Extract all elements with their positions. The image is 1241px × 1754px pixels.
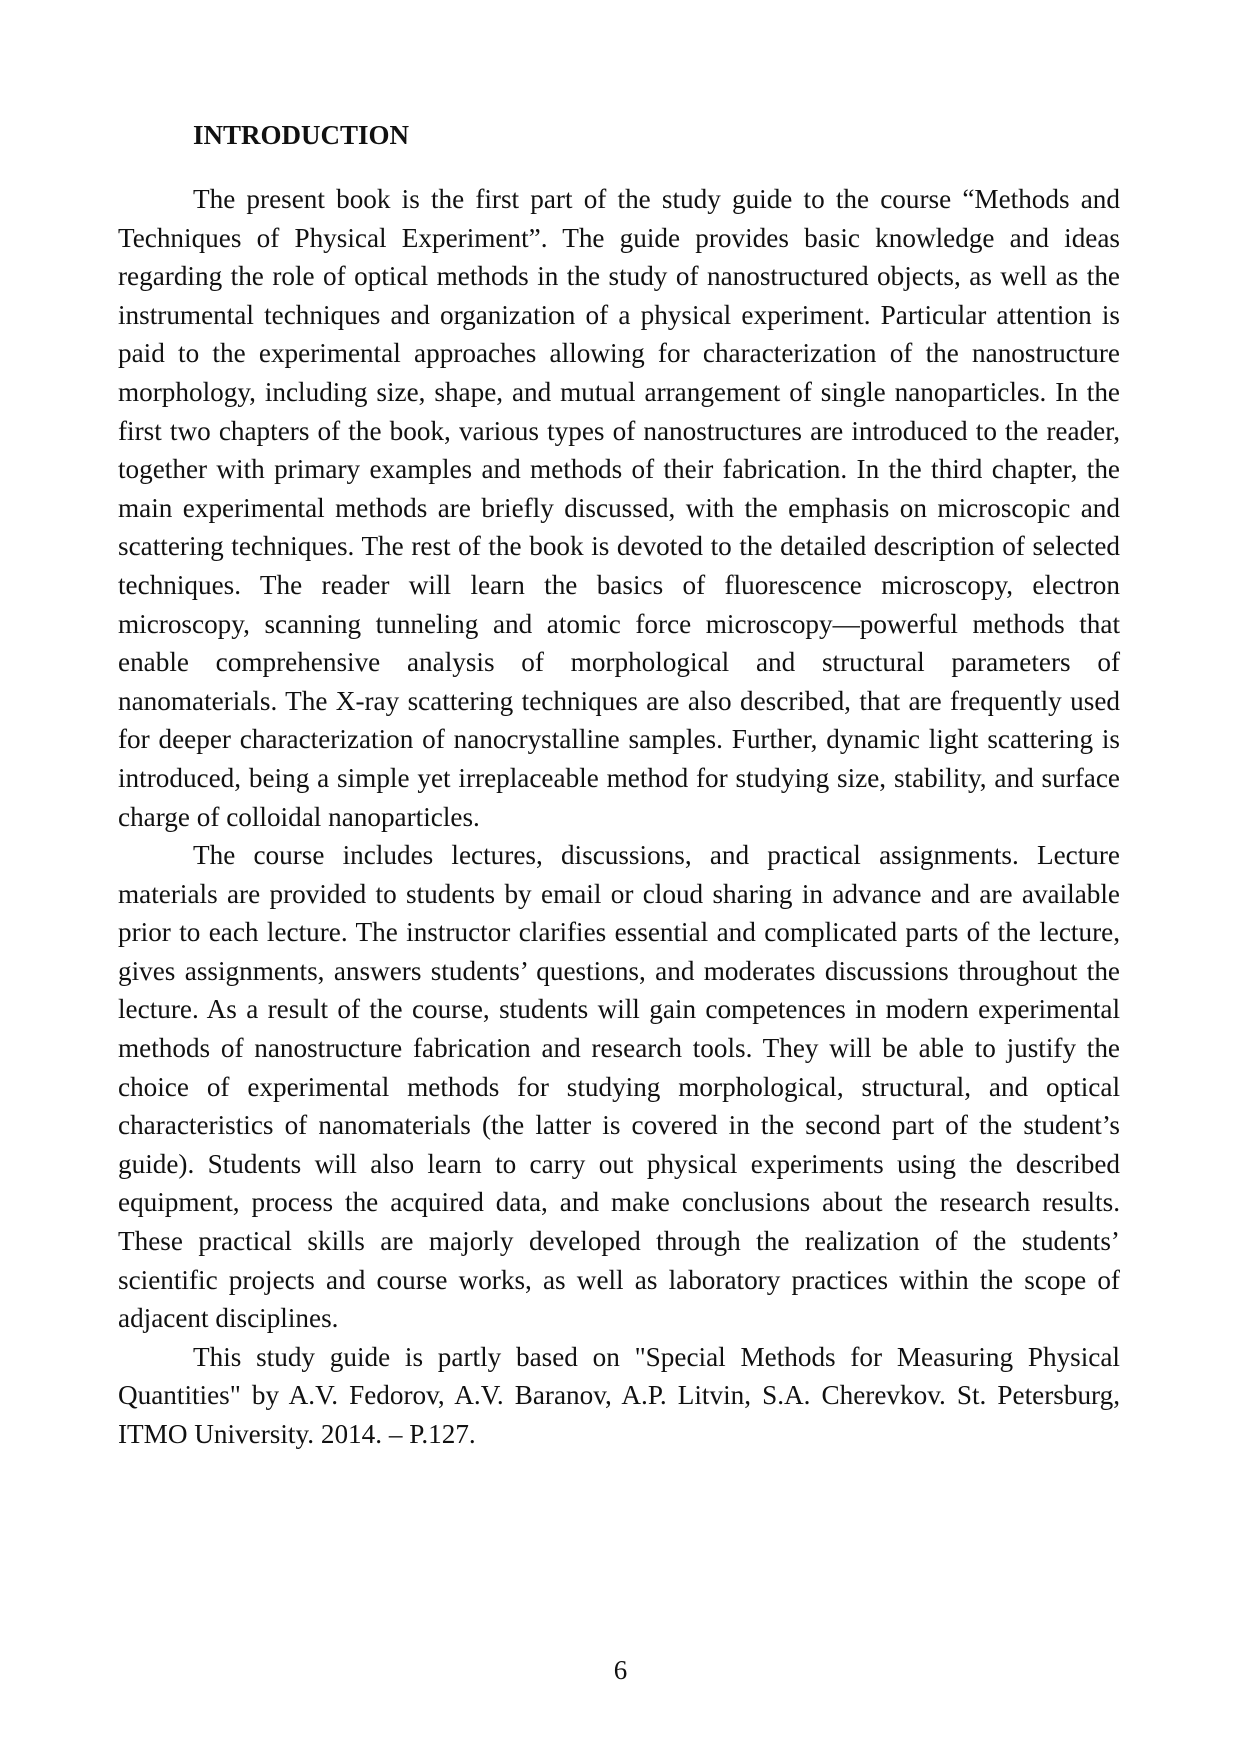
paragraph-source: This study guide is partly based on "Special Methods for Measuring Physical Quantities" by A.V. Fedorov, A.V. Baranov, A.P. Litvin, S.A. Cherevkov. St. Petersburg, ITMO University. 2014. – P.127. <box>118 1341 1120 1449</box>
section-heading: INTRODUCTION <box>193 120 410 150</box>
body-text <box>118 180 1120 1454</box>
paragraph-course: The course includes lectures, discussions, and practical assignments. Lecture materials are provided to students by email or cloud sharing in advance and are available prior to each lecture. The instructor clarifies essential and complicated parts of the lecture, gives assignments, answers students’ questions, and moderates discussions throughout the lecture. As a result of the course, students will gain competences in modern experimental methods of nanostructure fabrication and research tools. They will be able to justify the choice of experimental methods for studying morphological, structural, and optical characteristics of nanomaterials (the latter is covered in the second part of the student’s guide). Students will also learn to carry out physical experiments using the described equipment, process the acquired data, and make conclusions about the research results. These practical skills are majorly developed through the realization of the students’ scientific projects and course works, as well as laboratory practices within the scope of adjacent disciplines. <box>118 840 1120 1334</box>
paragraph-intro: The present book is the first part of the study guide to the course “Methods and Techniques of Physical Experiment”. The guide provides basic knowledge and ideas regarding the role of optical methods in the study of nanostructured objects, as well as the instrumental techniques and organization of a physical experiment. Particular attention is paid to the experimental approaches allowing for characterization of the nanostructure morphology, including size, shape, and mutual arrangement of single nanoparticles. In the first two chapters of the book, various types of nanostructures are introduced to the reader, together with primary examples and methods of their fabrication. In the third chapter, the main experimental methods are briefly discussed, with the emphasis on microscopic and scattering techniques. The rest of the book is devoted to the detailed description of selected techniques. The reader will learn the basics of fluorescence microscopy, electron microscopy, scanning tunneling and atomic force microscopy—powerful methods that enable comprehensive analysis of morphological and structural parameters of nanomaterials. The X-ray scattering techniques are also described, that are frequently used for deeper characterization of nanocrystalline samples. Further, dynamic light scattering is introduced, being a simple yet irreplaceable method for studying size, stability, and surface charge of colloidal nanoparticles. <box>118 184 1120 832</box>
page-number: 6 <box>613 1655 628 1685</box>
